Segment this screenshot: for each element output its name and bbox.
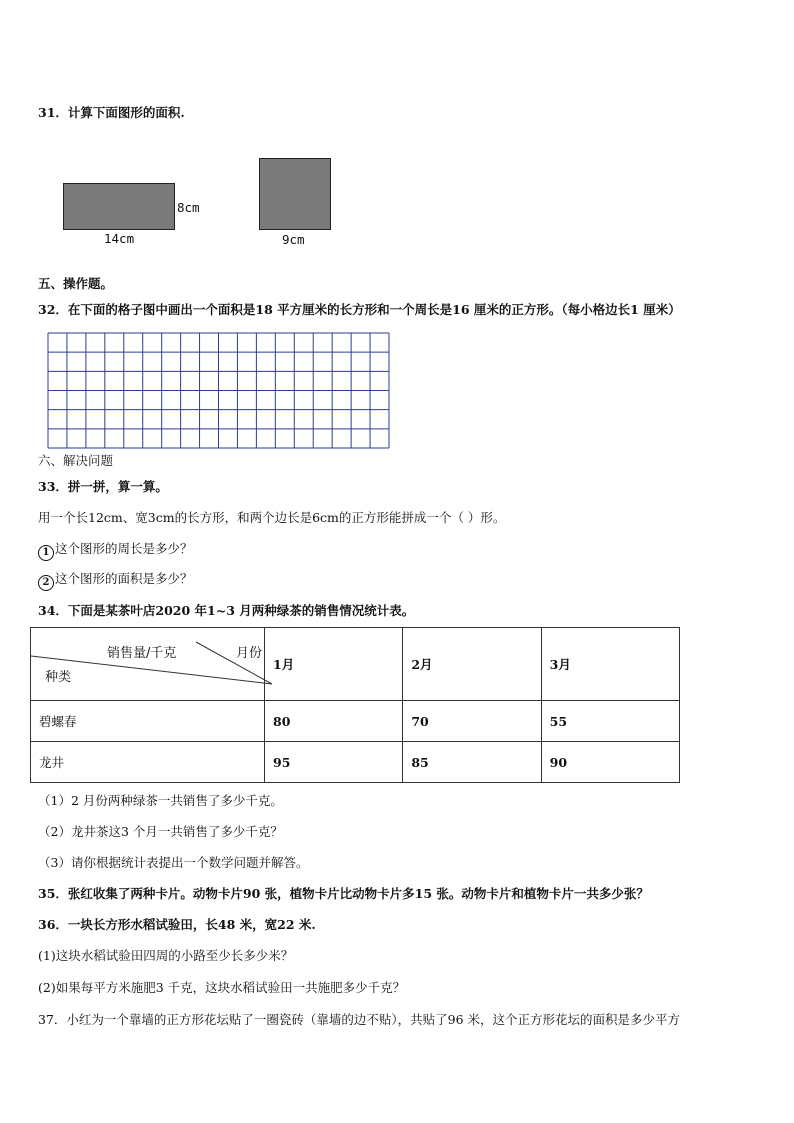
q34-sub1: （1）2 月份两种绿茶一共销售了多少千克。 bbox=[38, 793, 283, 808]
q33-title: 33．拼一拼，算一算。 bbox=[38, 479, 168, 494]
q33-sub2-text: 这个图形的面积是多少？ bbox=[55, 571, 193, 586]
q33-sub1 bbox=[38, 541, 193, 561]
q33-sub2 bbox=[38, 571, 193, 591]
table-diagonal-header bbox=[31, 628, 265, 701]
q37-text: 37．小红为一个靠墙的正方形花坛贴了一圈瓷砖（靠墙的边不贴），共贴了96 米，这个正方形花坛的面积是多少平方 bbox=[38, 1012, 681, 1027]
q32-text: 32．在下面的格子图中画出一个面积是18 平方厘米的长方形和一个周长是16 厘米的正方形。（每小格边长1 厘米） bbox=[38, 302, 681, 317]
section-6-heading: 六、解决问题 bbox=[38, 453, 114, 468]
table-row bbox=[31, 742, 680, 783]
q36-title: 36．一块长方形水稻试验田，长48 米，宽22 米. bbox=[38, 917, 316, 932]
q33-text: 用一个长12cm、宽3cm的长方形，和两个边长是6cm的正方形能拼成一个（ ）形。 bbox=[38, 510, 506, 525]
q31-title: 31．计算下面图形的面积. bbox=[38, 105, 185, 120]
q35-text: 35．张红收集了两种卡片。动物卡片90 张，植物卡片比动物卡片多15 张。动物卡片和植物卡片一共多少张？ bbox=[38, 886, 649, 901]
table-cell: 55 bbox=[541, 701, 679, 742]
table-cell: 70 bbox=[403, 701, 541, 742]
square-side-label: 9cm bbox=[282, 232, 305, 247]
sales-table bbox=[30, 627, 680, 783]
q36-sub2: (2)如果每平方米施肥3 千克，这块水稻试验田一共施肥多少千克？ bbox=[38, 980, 406, 995]
section-5-heading: 五、操作题。 bbox=[38, 276, 114, 291]
q33-sub1-text: 这个图形的周长是多少？ bbox=[55, 541, 193, 556]
q34-title: 34．下面是某茶叶店2020 年1~3 月两种绿茶的销售情况统计表。 bbox=[38, 603, 415, 618]
month-header-3: 3月 bbox=[541, 628, 679, 701]
diagonal-lines bbox=[31, 628, 280, 700]
header-sales-label: 销售量/千克 bbox=[107, 646, 177, 661]
rectangle-figure bbox=[63, 183, 175, 230]
header-type-label: 种类 bbox=[45, 670, 72, 685]
q36-sub1: (1)这块水稻试验田四周的小路至少长多少米？ bbox=[38, 948, 294, 963]
q34-sub3: （3）请你根据统计表提出一个数学问题并解答。 bbox=[38, 855, 309, 870]
q34-sub2: （2）龙井茶这3 个月一共销售了多少千克？ bbox=[38, 824, 283, 839]
table-cell: 85 bbox=[403, 742, 541, 783]
tea-name: 龙井 bbox=[31, 742, 265, 783]
square-grid bbox=[47, 332, 390, 449]
table-cell: 90 bbox=[541, 742, 679, 783]
month-header-1: 1月 bbox=[265, 628, 403, 701]
table-cell: 95 bbox=[265, 742, 403, 783]
header-month-label: 月份 bbox=[236, 646, 263, 661]
month-header-2: 2月 bbox=[403, 628, 541, 701]
circled-number-2: 2 bbox=[38, 575, 54, 591]
tea-name: 碧螺春 bbox=[31, 701, 265, 742]
table-row bbox=[31, 701, 680, 742]
circled-number-1: 1 bbox=[38, 545, 54, 561]
rectangle-width-label: 8cm bbox=[177, 200, 200, 215]
table-cell: 80 bbox=[265, 701, 403, 742]
rectangle-length-label: 14cm bbox=[104, 231, 135, 246]
square-figure bbox=[259, 158, 331, 230]
